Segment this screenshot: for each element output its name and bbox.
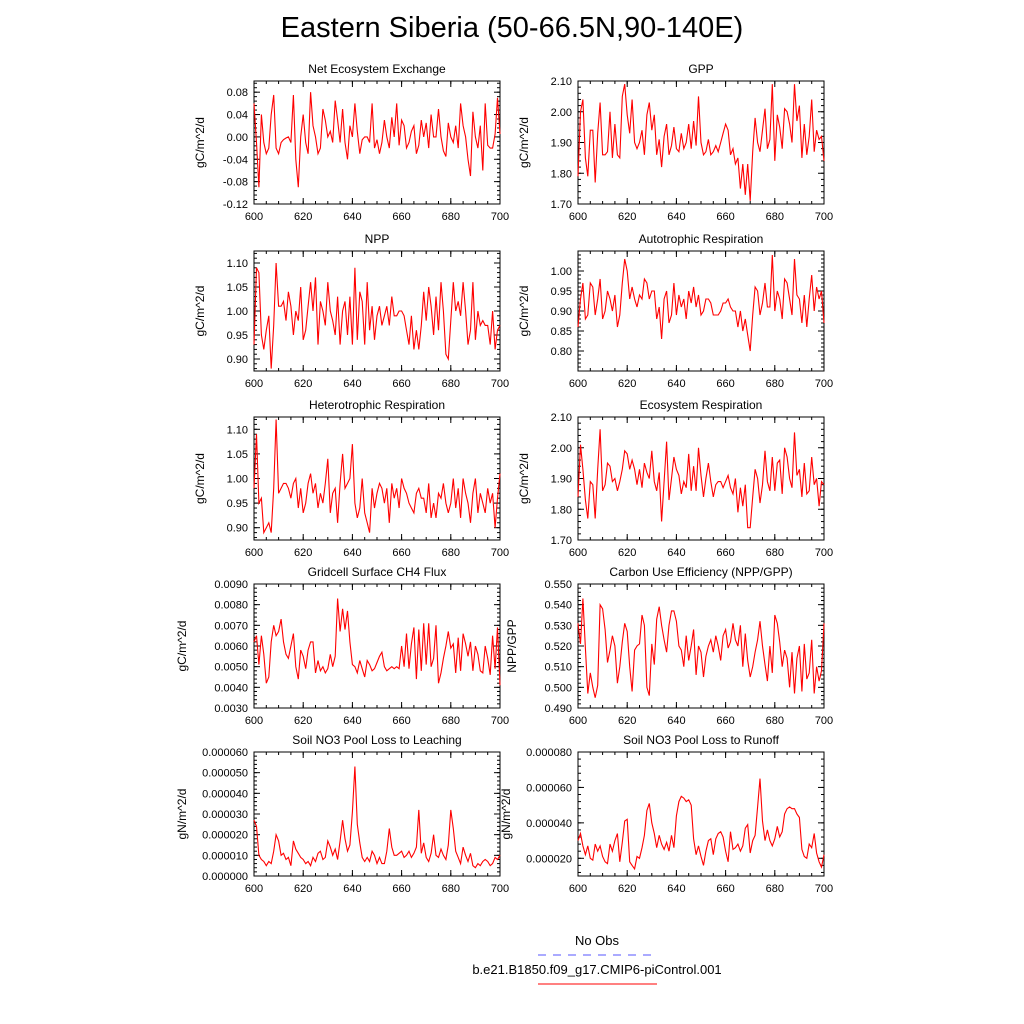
chart-panel-6 — [517, 398, 833, 559]
x-tick-label: 660 — [716, 883, 735, 895]
x-tick-label: 660 — [392, 715, 411, 727]
x-tick-label: 620 — [294, 378, 313, 390]
panel-title: Autotrophic Respiration — [638, 232, 764, 246]
y-tick-label: 0.00 — [226, 131, 248, 144]
y-tick-label: 1.90 — [550, 473, 572, 486]
x-tick-label: 700 — [490, 547, 510, 559]
series-line — [578, 429, 824, 527]
x-tick-label: 640 — [343, 883, 362, 895]
y-axis-label: gC/m^2/d — [193, 453, 207, 504]
x-tick-label: 600 — [244, 547, 264, 559]
series-line — [578, 599, 824, 698]
x-tick-label: 680 — [441, 715, 460, 727]
y-tick-label: 2.00 — [550, 106, 572, 119]
panel-title: Gridcell Surface CH4 Flux — [307, 565, 447, 579]
x-tick-label: 700 — [814, 378, 834, 390]
x-tick-label: 700 — [490, 883, 510, 895]
x-tick-label: 680 — [441, 378, 460, 390]
x-tick-label: 680 — [765, 211, 784, 223]
series-line — [254, 767, 500, 868]
y-tick-label: 0.000010 — [202, 850, 248, 863]
y-tick-label: -0.08 — [222, 176, 248, 189]
x-tick-label: 640 — [343, 211, 362, 223]
y-axis-label: gC/m^2/d — [517, 117, 531, 168]
x-tick-label: 680 — [441, 883, 460, 895]
chart-panel-2 — [517, 62, 833, 223]
panel-title: Ecosystem Respiration — [639, 398, 763, 412]
y-tick-label: 0.0080 — [214, 599, 248, 612]
y-axis-label: gN/m^2/d — [175, 788, 189, 840]
y-tick-label: 0.95 — [226, 330, 248, 342]
x-tick-label: 680 — [441, 211, 460, 223]
series-line — [254, 420, 500, 533]
y-tick-label: 0.0070 — [214, 620, 248, 633]
y-tick-label: 0.000020 — [202, 829, 248, 842]
chart-panel-8 — [505, 565, 833, 727]
figure-title: Eastern Siberia (50-66.5N,90-140E) — [280, 12, 744, 44]
x-tick-label: 660 — [392, 211, 411, 223]
y-tick-label: 0.000020 — [526, 853, 572, 866]
chart-panel-9 — [175, 733, 509, 895]
x-tick-label: 600 — [244, 883, 264, 895]
y-tick-label: 0.0050 — [214, 661, 248, 674]
x-tick-label: 660 — [392, 547, 411, 559]
y-tick-label: 0.95 — [550, 286, 572, 298]
x-tick-label: 600 — [568, 883, 588, 895]
panel-title: Carbon Use Efficiency (NPP/GPP) — [609, 565, 793, 579]
x-tick-label: 620 — [618, 378, 637, 390]
x-tick-label: 640 — [667, 715, 686, 727]
y-tick-label: 0.520 — [544, 641, 572, 653]
series-line — [254, 263, 500, 369]
series-line — [578, 779, 824, 869]
x-tick-label: 640 — [343, 715, 362, 727]
x-tick-label: 700 — [814, 715, 834, 727]
y-tick-label: 2.00 — [550, 442, 572, 455]
chart-panel-4 — [517, 232, 833, 390]
y-tick-label: 1.70 — [550, 199, 572, 211]
x-tick-label: 700 — [814, 883, 834, 895]
x-tick-label: 680 — [765, 715, 784, 727]
y-tick-label: 0.000000 — [202, 871, 248, 883]
x-tick-label: 640 — [343, 378, 362, 390]
y-axis-label: gC/m^2/d — [517, 285, 531, 337]
panel-title: GPP — [688, 62, 714, 76]
y-axis-label: gC/m^2/d — [193, 285, 207, 337]
y-tick-label: 0.0030 — [214, 703, 248, 715]
y-tick-label: 0.000040 — [526, 817, 572, 830]
x-tick-label: 680 — [765, 547, 784, 559]
x-tick-label: 640 — [667, 378, 686, 390]
x-tick-label: 620 — [618, 211, 637, 223]
y-tick-label: 1.10 — [226, 258, 248, 270]
y-tick-label: 2.10 — [550, 76, 572, 88]
x-tick-label: 700 — [814, 211, 834, 223]
x-tick-label: 680 — [765, 883, 784, 895]
y-tick-label: 0.000050 — [202, 767, 248, 780]
series-line — [254, 599, 500, 686]
y-tick-label: 0.80 — [550, 346, 572, 358]
chart-panel-7 — [175, 565, 509, 727]
series-line — [254, 92, 500, 187]
y-tick-label: -0.04 — [222, 154, 248, 167]
y-tick-label: 0.000040 — [202, 788, 248, 801]
chart-panel-5 — [193, 398, 509, 559]
panel-title: Heterotrophic Respiration — [308, 398, 446, 412]
y-tick-label: 1.70 — [550, 535, 572, 547]
x-tick-label: 640 — [667, 211, 686, 223]
y-tick-label: 0.08 — [226, 87, 248, 100]
x-tick-label: 620 — [294, 547, 313, 559]
chart-panel-3 — [193, 232, 509, 390]
y-tick-label: 1.80 — [550, 504, 572, 517]
x-tick-label: 640 — [667, 547, 686, 559]
x-tick-label: 600 — [244, 378, 264, 390]
y-tick-label: 0.000080 — [526, 747, 572, 759]
x-tick-label: 620 — [618, 715, 637, 727]
plot-frame — [254, 752, 500, 876]
x-tick-label: 600 — [568, 378, 588, 390]
x-tick-label: 640 — [343, 547, 362, 559]
y-tick-label: 1.00 — [550, 266, 572, 278]
y-tick-label: 0.0040 — [214, 682, 248, 695]
x-tick-label: 600 — [568, 211, 588, 223]
y-axis-label: gN/m^2/d — [499, 788, 513, 840]
y-axis-label: NPP/GPP — [505, 619, 519, 673]
x-tick-label: 620 — [618, 547, 637, 559]
x-tick-label: 660 — [392, 378, 411, 390]
y-tick-label: -0.12 — [222, 199, 248, 211]
panel-title: NPP — [364, 232, 390, 246]
x-tick-label: 660 — [392, 883, 411, 895]
y-tick-label: 1.00 — [226, 473, 248, 486]
y-tick-label: 1.05 — [226, 448, 248, 461]
x-tick-label: 600 — [568, 715, 588, 727]
x-tick-label: 680 — [441, 547, 460, 559]
x-tick-label: 660 — [716, 378, 735, 390]
x-tick-label: 700 — [490, 715, 510, 727]
x-tick-label: 600 — [568, 547, 588, 559]
x-tick-label: 640 — [667, 883, 686, 895]
y-tick-label: 0.000060 — [526, 782, 572, 795]
y-tick-label: 0.85 — [550, 326, 572, 338]
y-axis-label: gC/m^2/d — [517, 453, 531, 504]
y-tick-label: 0.500 — [544, 682, 572, 695]
x-tick-label: 620 — [618, 883, 637, 895]
chart-panel-1 — [193, 62, 509, 223]
x-tick-label: 620 — [294, 715, 313, 727]
y-tick-label: 2.10 — [550, 412, 572, 424]
x-tick-label: 660 — [716, 715, 735, 727]
panel-title: Soil NO3 Pool Loss to Runoff — [623, 733, 779, 747]
x-tick-label: 620 — [294, 211, 313, 223]
y-tick-label: 0.0090 — [214, 579, 248, 591]
y-tick-label: 0.95 — [226, 498, 248, 511]
x-tick-label: 620 — [294, 883, 313, 895]
x-tick-label: 700 — [814, 547, 834, 559]
y-tick-label: 1.00 — [226, 306, 248, 318]
y-tick-label: 0.550 — [544, 579, 572, 591]
x-tick-label: 600 — [244, 715, 264, 727]
y-tick-label: 0.000060 — [202, 747, 248, 759]
x-tick-label: 680 — [765, 378, 784, 390]
y-tick-label: 0.490 — [544, 703, 572, 715]
series-line — [578, 255, 824, 351]
y-tick-label: 0.540 — [544, 599, 572, 612]
y-tick-label: 0.04 — [226, 109, 248, 122]
y-tick-label: 0.90 — [226, 522, 248, 535]
x-tick-label: 600 — [244, 211, 264, 223]
panel-title: Net Ecosystem Exchange — [308, 62, 446, 76]
x-tick-label: 700 — [490, 378, 510, 390]
y-tick-label: 1.05 — [226, 282, 248, 294]
legend-label-model: b.e21.B1850.f09_g17.CMIP6-piControl.001 — [472, 962, 722, 977]
legend-label-obs: No Obs — [574, 933, 620, 948]
y-tick-label: 1.80 — [550, 168, 572, 181]
y-tick-label: 0.90 — [226, 354, 248, 366]
x-tick-label: 660 — [716, 211, 735, 223]
series-line — [578, 84, 824, 201]
y-axis-label: gC/m^2/d — [193, 117, 207, 168]
y-tick-label: 0.0060 — [214, 641, 248, 653]
y-tick-label: 0.000030 — [202, 809, 248, 821]
y-tick-label: 0.90 — [550, 306, 572, 318]
panel-title: Soil NO3 Pool Loss to Leaching — [292, 733, 462, 747]
y-axis-label: gC/m^2/d — [175, 620, 189, 672]
x-tick-label: 660 — [716, 547, 735, 559]
y-tick-label: 1.10 — [226, 424, 248, 437]
y-tick-label: 1.90 — [550, 137, 572, 150]
y-tick-label: 0.530 — [544, 620, 572, 633]
chart-panel-10 — [499, 733, 833, 895]
y-tick-label: 0.510 — [544, 661, 572, 674]
x-tick-label: 700 — [490, 211, 510, 223]
